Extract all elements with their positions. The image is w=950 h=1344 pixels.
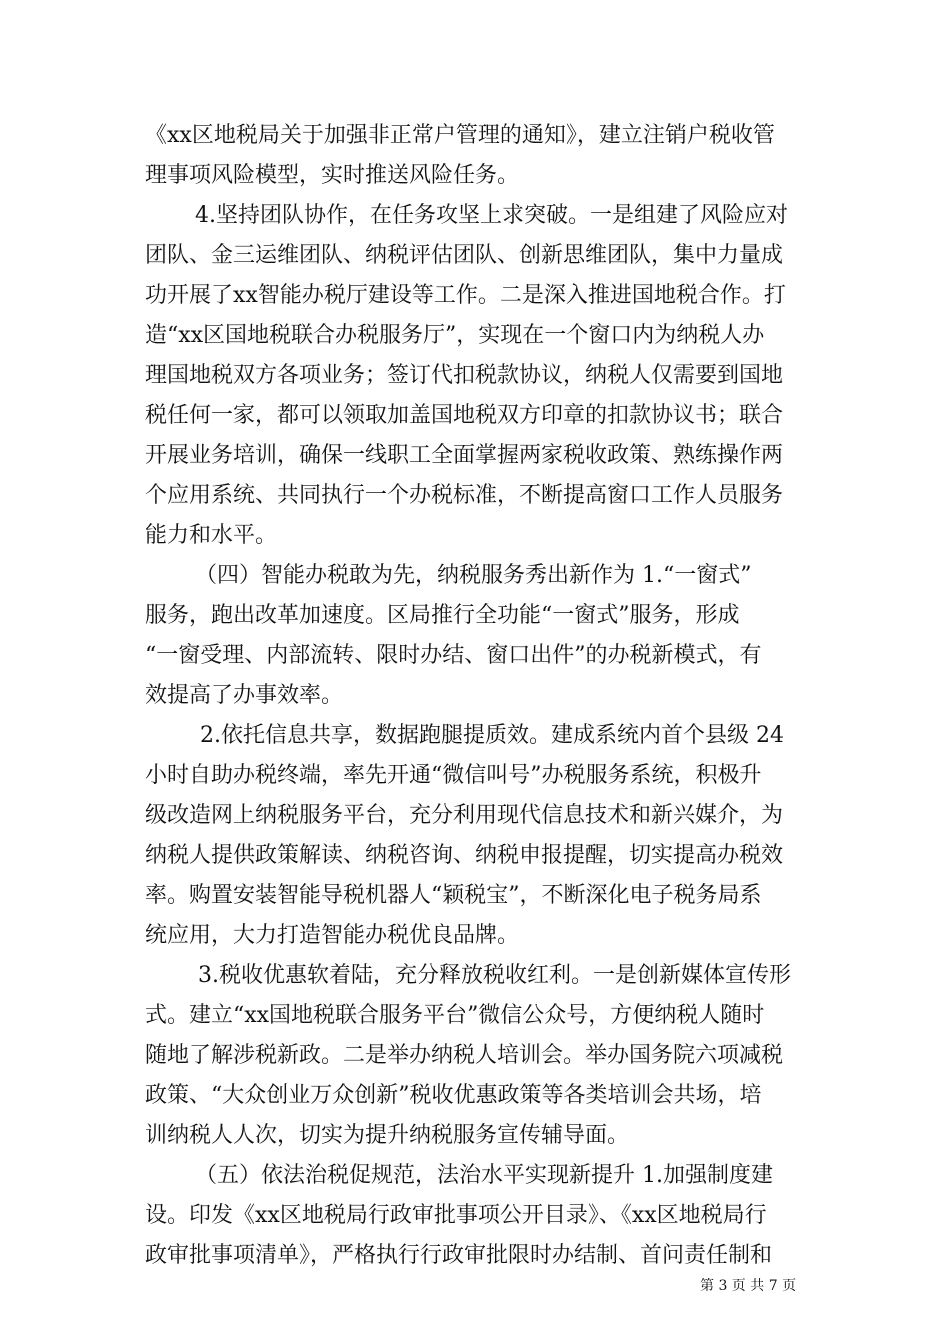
text-line-12: （四）智能办税敢为先，纳税服务秀出新作为 1.“一窗式” [195, 563, 752, 588]
text-line-6: 造“xx区国地税联合办税服务厅”，实现在一个窗口内为纳税人办 [145, 323, 765, 348]
text-line-7: 理国地税双方各项业务；签订代扣税款协议，纳税人仅需要到国地 [145, 363, 784, 388]
text-line-29: 政审批事项清单》，严格执行行政审批限时办结制、首问责任制和 [145, 1243, 773, 1268]
text-line-4: 团队、金三运维团队、纳税评估团队、创新思维团队，集中力量成 [145, 243, 784, 268]
text-line-23: 式。建立“xx国地税联合服务平台”微信公众号，方便纳税人随时 [145, 1003, 765, 1028]
page-number-footer: 第 3 页 共 7 页 [700, 1278, 797, 1294]
text-line-18: 级改造网上纳税服务平台，充分利用现代信息技术和新兴媒介，为 [145, 803, 784, 828]
text-line-28: 设。印发《xx区地税局行政审批事项公开目录》、《xx区地税局行 [145, 1203, 767, 1228]
text-line-15: 效提高了办事效率。 [145, 683, 344, 708]
text-line-14: “一窗受理、内部流转、限时办结、窗口出件”的办税新模式，有 [145, 643, 762, 668]
text-line-10: 个应用系统、共同执行一个办税标准，不断提高窗口工作人员服务 [145, 483, 784, 508]
text-line-16: 2.依托信息共享，数据跑腿提质效。建成系统内首个县级 24 [200, 723, 784, 748]
text-line-2: 理事项风险模型，实时推送风险任务。 [145, 163, 520, 188]
text-line-8: 税任何一家，都可以领取加盖国地税双方印章的扣款协议书；联合 [145, 403, 784, 428]
text-line-27: （五）依法治税促规范，法治水平实现新提升 1.加强制度建 [195, 1163, 773, 1188]
text-line-25: 政策、“大众创业万众创新”税收优惠政策等各类培训会共场，培 [145, 1083, 762, 1108]
text-line-24: 随地了解涉税新政。二是举办纳税人培训会。举办国务院六项减税 [145, 1043, 784, 1068]
text-line-3: 4.坚持团队协作，在任务攻坚上求突破。一是组建了风险应对 [195, 203, 788, 228]
text-line-19: 纳税人提供政策解读、纳税咨询、纳税申报提醒，切实提高办税效 [145, 843, 784, 868]
text-line-13: 服务，跑出改革加速度。区局推行全功能“一窗式”服务，形成 [145, 603, 740, 628]
text-line-17: 小时自助办税终端，率先开通“微信叫号”办税服务系统，积极升 [145, 763, 762, 788]
text-line-21: 统应用，大力打造智能办税优良品牌。 [145, 923, 520, 948]
text-line-20: 率。购置安装智能导税机器人“颖税宝”，不断深化电子税务局系 [145, 883, 762, 908]
text-line-9: 开展业务培训，确保一线职工全面掌握两家税收政策、熟练操作两 [145, 443, 784, 468]
text-line-26: 训纳税人人次，切实为提升纳税服务宣传辅导面。 [145, 1123, 630, 1148]
text-line-1: 《xx区地税局关于加强非正常户管理的通知》，建立注销户税收管 [145, 123, 775, 148]
text-line-11: 能力和水平。 [145, 523, 278, 548]
text-line-5: 功开展了xx智能办税厅建设等工作。二是深入推进国地税合作。打 [145, 283, 786, 308]
text-line-22: 3.税收优惠软着陆，充分释放税收红利。一是创新媒体宣传形 [198, 963, 791, 988]
